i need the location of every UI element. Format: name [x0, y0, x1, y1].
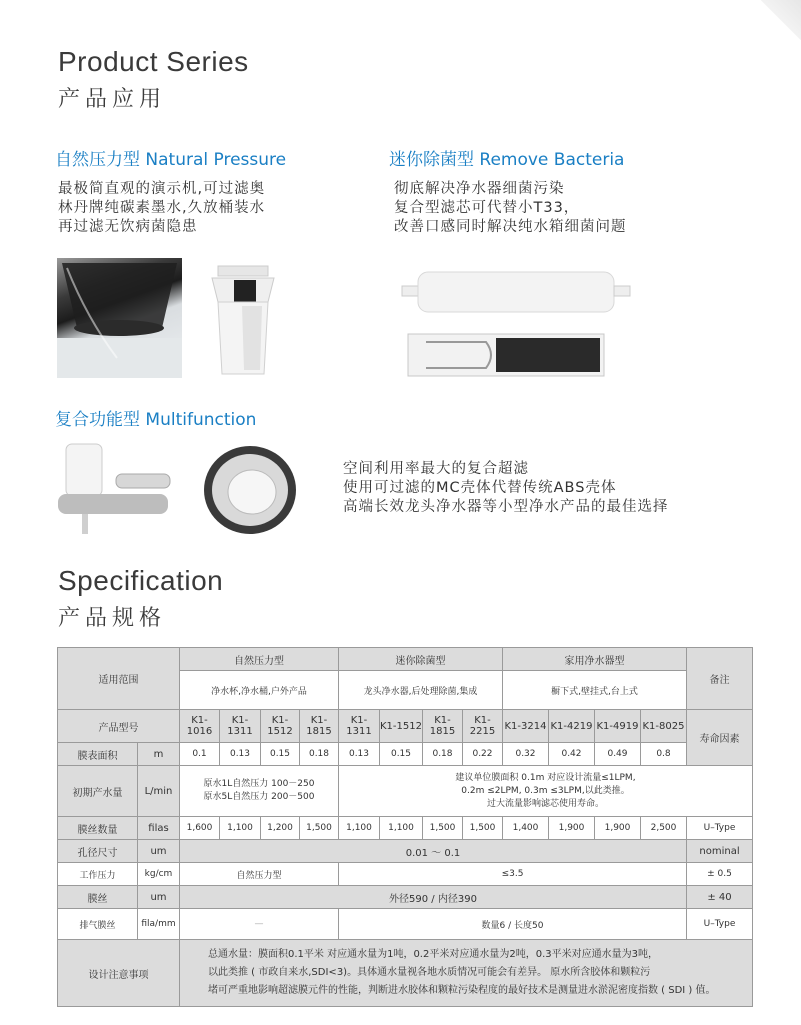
design-line: 堵可严重地影响超滤膜元件的性能，判断进水胶体和颗粒污染程度的最好技术是测量进水淤泥密度指数 ( SDI ) 值。	[208, 985, 716, 996]
model-label: 产品型号	[58, 710, 180, 743]
pore-label: 孔径尺寸	[58, 840, 138, 863]
area-cell: 0.49	[595, 743, 641, 766]
model-cell: K1-2215	[463, 710, 503, 743]
bacteria-desc	[394, 180, 627, 237]
model-cell: K1-1512	[380, 710, 423, 743]
model-cell: K1-1016	[180, 710, 220, 743]
group-bacteria-desc: 龙头净水器,后处理除菌,集成	[339, 671, 503, 710]
desc-line: 林丹牌纯碳素墨水,久放桶装水	[58, 200, 266, 216]
gravity-cartridge-image	[204, 262, 282, 380]
fiber-cell: 1,100	[339, 817, 380, 840]
life-label: 寿命因素	[687, 710, 753, 766]
multi-title: 复合功能型 Multifunction	[55, 410, 257, 430]
flow-label: 初期产水量	[58, 766, 138, 817]
fiber-cell: 1,200	[261, 817, 300, 840]
model-cell: K1-4919	[595, 710, 641, 743]
carbon-block-image	[200, 440, 300, 538]
flow-line: 0.2m ≤2LPM, 0.3m ≤3LPM,以此类推。	[461, 785, 630, 796]
spec-title-cn: 产品规格	[58, 606, 167, 631]
fiber-cell: 1,500	[423, 817, 463, 840]
area-cell: 0.15	[380, 743, 423, 766]
flow-line: 原水5L自然压力 200－500	[203, 792, 315, 802]
press-label: 工作压力	[58, 863, 138, 886]
vent-natural: —	[180, 909, 339, 940]
vent-label: 排气膜丝	[58, 909, 138, 940]
area-cell: 0.42	[549, 743, 595, 766]
fiber-unit: filas	[138, 817, 180, 840]
press-unit: kg/cm	[138, 863, 180, 886]
area-cell: 0.22	[463, 743, 503, 766]
area-cell: 0.13	[220, 743, 261, 766]
area-cell: 0.13	[339, 743, 380, 766]
desc-line: 再过滤无饮病菌隐患	[58, 219, 198, 235]
area-unit: m	[138, 743, 180, 766]
note-label: 备注	[687, 648, 753, 710]
desc-line: 彻底解决净水器细菌污染	[394, 181, 565, 197]
model-cell: K1-1311	[220, 710, 261, 743]
design-line: 以此类推 ( 市政自来水,SDI<3)。具体通水量视各地水质情况可能会有差异。 原水所含胶体和颗粒污	[208, 967, 651, 978]
series-title-en: Product Series	[58, 46, 249, 77]
fiber-note: U–Type	[687, 817, 753, 840]
press-natural: 自然压力型	[180, 863, 339, 886]
multi-desc	[343, 460, 669, 517]
desc-line: 使用可过滤的MC壳体代替传统ABS壳体	[343, 480, 617, 496]
natural-title: 自然压力型 Natural Pressure	[55, 150, 287, 170]
mem-value: 外径590 / 内径390	[180, 886, 687, 909]
fiber-label: 膜丝数量	[58, 817, 138, 840]
model-cell: K1-3214	[503, 710, 549, 743]
vent-value: 数量6 / 长度50	[339, 909, 687, 940]
fiber-cell: 1,100	[220, 817, 261, 840]
page-corner-fold	[761, 0, 801, 40]
area-label: 膜表面积	[58, 743, 138, 766]
desc-line: 高端长效龙头净水器等小型净水产品的最佳选择	[343, 499, 669, 515]
vent-unit: fila/mm	[138, 909, 180, 940]
pore-value: 0.01 ～ 0.1	[180, 840, 687, 863]
fiber-cell: 1,500	[300, 817, 339, 840]
desc-line: 最极简直观的演示机,可过滤奥	[58, 181, 266, 197]
flow-natural	[180, 766, 339, 817]
mem-unit: um	[138, 886, 180, 909]
pitcher-image	[57, 258, 182, 378]
mem-label: 膜丝	[58, 886, 138, 909]
design-line: 总通水量：膜面积0.1平米 对应通水量为1吨，0.2平米对应通水量为2吨，0.3平米对应通水量为3吨，	[208, 949, 658, 960]
flow-line: 建议单位膜面积 0.1m 对应设计流量≤1LPM,	[455, 772, 636, 783]
series-title-cn: 产品应用	[58, 87, 167, 112]
pore-unit: um	[138, 840, 180, 863]
natural-desc	[58, 180, 265, 237]
model-cell: K1-1815	[300, 710, 339, 743]
design-label: 设计注意事项	[58, 940, 180, 1007]
usage-label: 适用范围	[58, 648, 180, 710]
model-cell: K1-8025	[641, 710, 687, 743]
desc-line: 空间利用率最大的复合超滤	[343, 461, 529, 477]
spec-title-en: Specification	[58, 565, 224, 596]
press-note: ± 0.5	[687, 863, 753, 886]
group-bacteria: 迷你除菌型	[339, 648, 503, 671]
pore-note: nominal	[687, 840, 753, 863]
flow-line: 过大流量影响滤芯使用寿命。	[486, 798, 604, 809]
group-household: 家用净水器型	[503, 648, 687, 671]
fiber-cell: 1,900	[595, 817, 641, 840]
fiber-cell: 2,500	[641, 817, 687, 840]
area-cell: 0.1	[180, 743, 220, 766]
area-cell: 0.32	[503, 743, 549, 766]
flow-unit: L/min	[138, 766, 180, 817]
area-cell: 0.18	[423, 743, 463, 766]
group-natural: 自然压力型	[180, 648, 339, 671]
fiber-cell: 1,500	[463, 817, 503, 840]
model-cell: K1-1311	[339, 710, 380, 743]
flow-line: 原水1L自然压力 100－250	[203, 779, 315, 789]
fiber-cell: 1,900	[549, 817, 595, 840]
desc-line: 改善口感同时解决纯水箱细菌问题	[394, 219, 627, 235]
group-household-desc: 橱下式,壁挂式,台上式	[503, 671, 687, 710]
area-cell: 0.18	[300, 743, 339, 766]
fiber-cell: 1,600	[180, 817, 220, 840]
flow-advice	[339, 766, 753, 817]
vent-note: U–Type	[687, 909, 753, 940]
bacteria-title: 迷你除菌型 Remove Bacteria	[389, 150, 625, 170]
fiber-cell: 1,400	[503, 817, 549, 840]
model-cell: K1-4219	[549, 710, 595, 743]
group-natural-desc: 净水杯,净水桶,户外产品	[180, 671, 339, 710]
inline-filter-image	[396, 262, 636, 380]
spec-table	[57, 647, 753, 1007]
model-cell: K1-1512	[261, 710, 300, 743]
press-value: ≤3.5	[339, 863, 687, 886]
area-cell: 0.15	[261, 743, 300, 766]
design-notes	[180, 940, 753, 1007]
desc-line: 复合型滤芯可代替小T33，	[394, 200, 580, 216]
faucet-filter-image	[52, 438, 174, 538]
area-cell: 0.8	[641, 743, 687, 766]
mem-note: ± 40	[687, 886, 753, 909]
fiber-cell: 1,100	[380, 817, 423, 840]
model-cell: K1-1815	[423, 710, 463, 743]
